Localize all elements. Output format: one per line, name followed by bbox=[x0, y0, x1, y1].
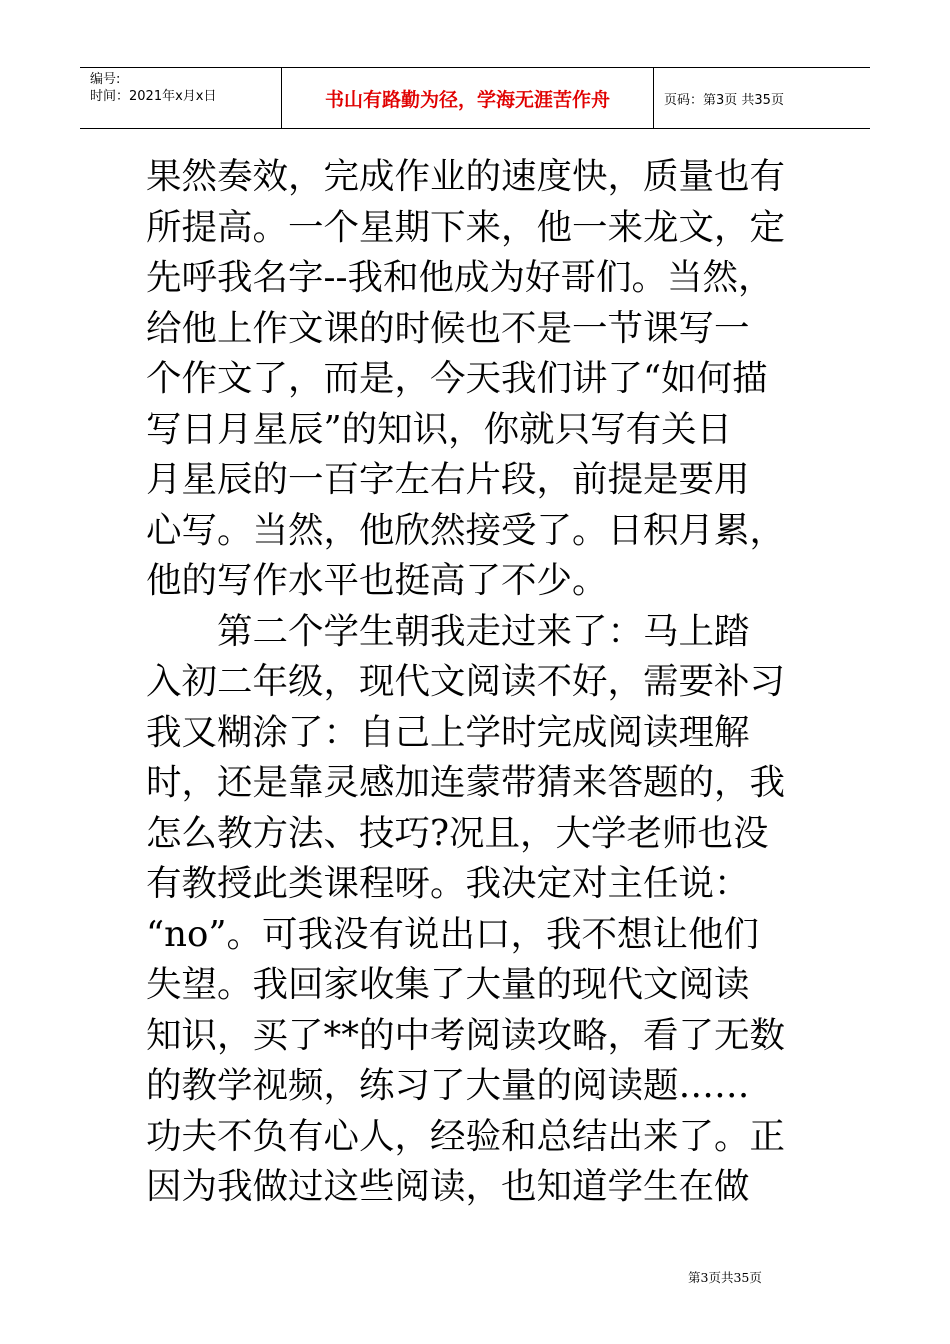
body-text bbox=[146, 152, 814, 1213]
body-line: 的教学视频，练习了大量的阅读题…… bbox=[146, 1065, 750, 1106]
body-line: 月星辰的一百字左右片段，前提是要用 bbox=[146, 459, 750, 500]
body-line: 果然奏效，完成作业的速度快，质量也有 bbox=[146, 156, 786, 197]
body-line: 失望。我回家收集了大量的现代文阅读 bbox=[146, 964, 750, 1005]
body-line: 第二个学生朝我走过来了：马上踏 bbox=[146, 610, 750, 652]
body-line: 个作文了，而是，今天我们讲了“如何描 bbox=[146, 358, 768, 399]
body-line: 心写。当然，他欣然接受了。日积月累， bbox=[146, 509, 786, 551]
number-label: 编号: bbox=[90, 72, 121, 87]
body-line: 他的写作水平也挺高了不少。 bbox=[146, 560, 608, 601]
body-line: 我又糊涂了：自己上学时完成阅读理解 bbox=[146, 711, 750, 753]
header-meta bbox=[80, 68, 282, 128]
body-line: “no”。可我没有说出口，我不想让他们 bbox=[146, 913, 760, 955]
body-line: 时，还是靠灵感加连蒙带猜来答题的，我 bbox=[146, 762, 786, 803]
body-line: 写日月星辰”的知识，你就只写有关日 bbox=[146, 408, 733, 450]
header-motto: 书山有路勤为径，学海无涯苦作舟 bbox=[282, 68, 654, 128]
body-line: 因为我做过这些阅读，也知道学生在做 bbox=[146, 1166, 750, 1207]
footer-page-label: 第3页共35页 bbox=[688, 1270, 762, 1285]
body-line: 先呼我名字--我和他成为好哥们。当然， bbox=[146, 257, 774, 298]
body-line: 有教授此类课程呀。我决定对主任说： bbox=[146, 863, 750, 904]
page-header bbox=[80, 67, 870, 129]
body-line: 功夫不负有心人，经验和总结出来了。正 bbox=[146, 1115, 786, 1157]
body-line: 入初二年级，现代文阅读不好，需要补习 bbox=[146, 661, 786, 702]
header-page-label: 页码：第3页 共35页 bbox=[664, 92, 784, 108]
body-line: 给他上作文课的时候也不是一节课写一 bbox=[146, 307, 750, 349]
body-line: 知识，买了**的中考阅读攻略，看了无数 bbox=[146, 1014, 786, 1056]
body-line: 怎么教方法、技巧?况且，大学老师也没 bbox=[146, 812, 769, 854]
time-label: 时间：2021年x月x日 bbox=[90, 89, 217, 104]
body-line: 所提高。一个星期下来，他一来龙文，定 bbox=[146, 206, 786, 248]
